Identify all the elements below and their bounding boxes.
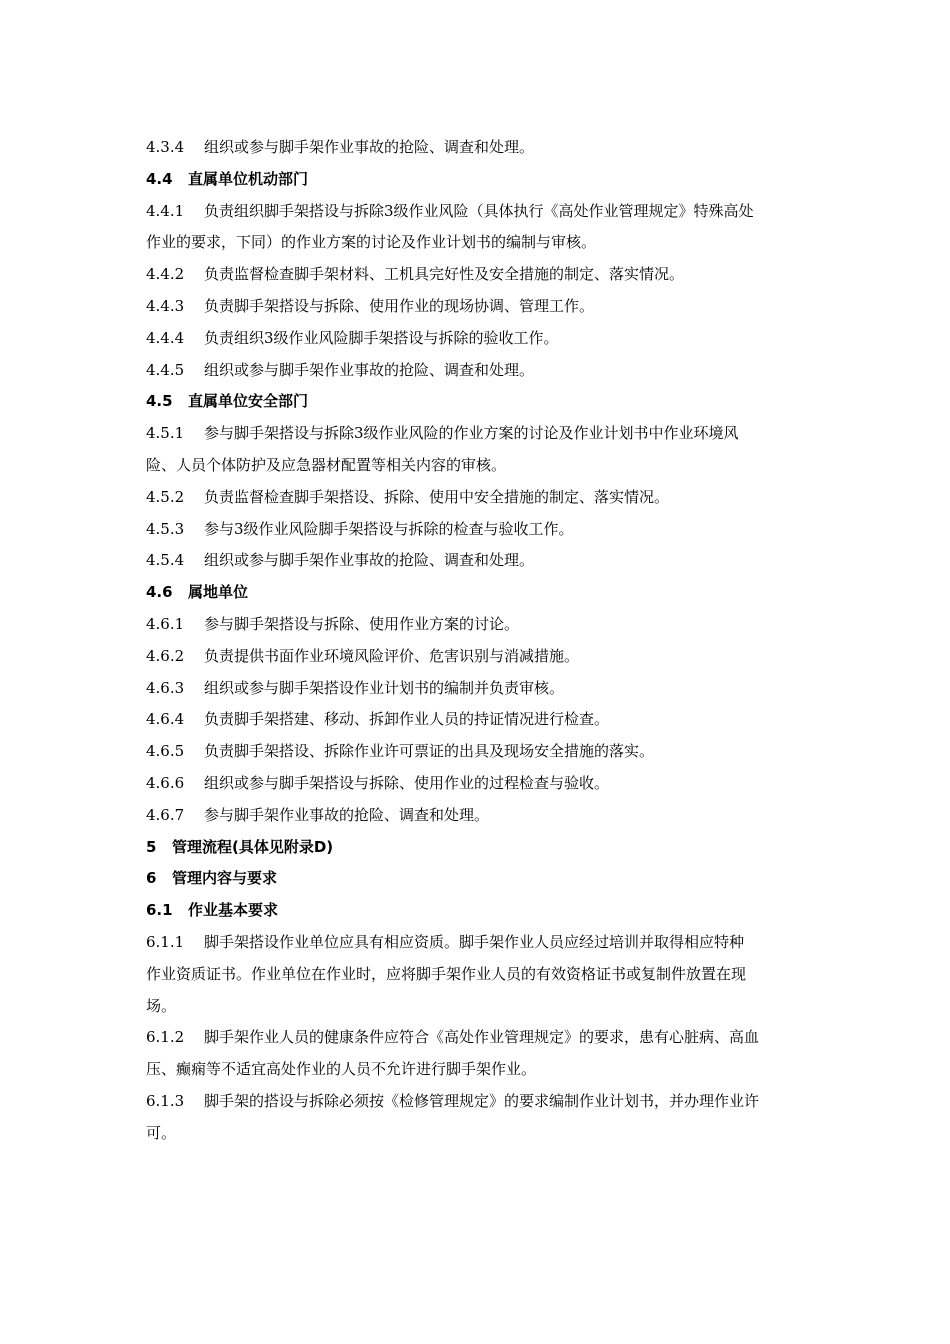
clause-text: 负责脚手架搭设与拆除、使用作业的现场协调、管理工作。 [204, 296, 595, 315]
clause-number: 4.5.3 [146, 519, 185, 538]
clause-text: 负责组织3级作业风险脚手架搭设与拆除的验收工作。 [204, 328, 559, 347]
clause-number: 4.6.6 [146, 773, 185, 792]
clause-line [146, 704, 814, 736]
clause-line [146, 482, 814, 514]
clause-continuation [146, 227, 814, 259]
clause-line [146, 768, 814, 800]
clause-line [146, 641, 814, 673]
clause-text: 组织或参与脚手架作业事故的抢险、调查和处理。 [204, 138, 535, 156]
section-heading [146, 386, 814, 418]
clause-number: 4.3.4 [146, 138, 185, 156]
clause-line [146, 418, 814, 450]
clause-text: 负责脚手架搭设、拆除作业许可票证的出具及现场安全措施的落实。 [204, 742, 655, 761]
clause-number: 4.4.4 [146, 328, 185, 347]
clause-text: 管理流程(具体见附录D) [172, 837, 334, 856]
clause-text: 参与脚手架搭设与拆除3级作业风险的作业方案的讨论及作业计划书中作业环境风 [204, 424, 739, 443]
clause-line [146, 736, 814, 768]
clause-text: 可。 [146, 1123, 177, 1142]
clause-number: 4.6.1 [146, 614, 185, 633]
clause-line [146, 132, 814, 164]
clause-continuation [146, 1054, 814, 1086]
clause-number: 6 [146, 869, 157, 888]
clause-text: 负责监督检查脚手架材料、工机具完好性及安全措施的制定、落实情况。 [204, 265, 685, 284]
section-heading [146, 577, 814, 609]
clause-line [146, 259, 814, 291]
clause-line [146, 196, 814, 228]
clause-number: 4.4 [146, 169, 173, 188]
clause-line [146, 927, 814, 959]
clause-number: 4.5.2 [146, 487, 185, 506]
clause-text: 作业资质证书。作业单位在作业时，应将脚手架作业人员的有效资格证书或复制件放置在现 [146, 964, 747, 983]
clause-text: 脚手架的搭设与拆除必须按《检修管理规定》的要求编制作业计划书，并办理作业许 [204, 1091, 760, 1110]
clause-text: 组织或参与脚手架作业事故的抢险、调查和处理。 [204, 551, 535, 570]
clause-text: 作业基本要求 [188, 901, 279, 920]
clause-continuation [146, 450, 814, 482]
clause-number: 4.6.2 [146, 646, 185, 665]
clause-text: 负责提供书面作业环境风险评价、危害识别与消减措施。 [204, 646, 580, 665]
section-heading [146, 895, 814, 927]
clause-text: 压、癫痫等不适宜高处作业的人员不允许进行脚手架作业。 [146, 1060, 537, 1079]
clause-line [146, 355, 814, 387]
clause-number: 6.1.1 [146, 932, 185, 951]
clause-text: 属地单位 [188, 583, 249, 602]
clause-line [146, 1022, 814, 1054]
clause-continuation [146, 959, 814, 991]
clause-number: 6.1 [146, 901, 173, 920]
clause-text: 险、人员个体防护及应急器材配置等相关内容的审核。 [146, 455, 507, 474]
clause-line [146, 323, 814, 355]
clause-text: 组织或参与脚手架搭设与拆除、使用作业的过程检查与验收。 [204, 773, 610, 792]
section-heading [146, 832, 814, 864]
clause-number: 6.1.2 [146, 1028, 185, 1047]
clause-line [146, 673, 814, 705]
clause-number: 4.4.3 [146, 296, 185, 315]
clause-text: 脚手架搭设作业单位应具有相应资质。脚手架作业人员应经过培训并取得相应特种 [204, 932, 745, 951]
clause-line [146, 1086, 814, 1118]
clause-number: 4.4.5 [146, 360, 185, 379]
clause-number: 4.6.5 [146, 742, 185, 761]
clause-text: 参与3级作业风险脚手架搭设与拆除的检查与验收工作。 [204, 519, 574, 538]
clause-text: 场。 [146, 996, 177, 1015]
clause-continuation [146, 1118, 814, 1150]
section-heading [146, 164, 814, 196]
clause-number: 6.1.3 [146, 1091, 185, 1110]
clause-line [146, 291, 814, 323]
clause-text: 参与脚手架作业事故的抢险、调查和处理。 [204, 805, 490, 824]
clause-number: 5 [146, 837, 157, 856]
clause-text: 负责组织脚手架搭设与拆除3级作业风险（具体执行《高处作业管理规定》特殊高处 [204, 201, 754, 220]
clause-continuation [146, 991, 814, 1023]
clause-number: 4.4.2 [146, 265, 185, 284]
clause-text: 参与脚手架搭设与拆除、使用作业方案的讨论。 [204, 614, 520, 633]
clause-line [146, 609, 814, 641]
clause-number: 4.6 [146, 583, 173, 602]
clause-text: 直属单位机动部门 [188, 169, 309, 188]
clause-line [146, 545, 814, 577]
section-heading [146, 863, 814, 895]
clause-number: 4.4.1 [146, 201, 185, 220]
clause-number: 4.6.4 [146, 710, 185, 729]
clause-number: 4.5.1 [146, 424, 185, 443]
clause-text: 组织或参与脚手架搭设作业计划书的编制并负责审核。 [204, 678, 565, 697]
clause-text: 脚手架作业人员的健康条件应符合《高处作业管理规定》的要求，患有心脏病、高血 [204, 1028, 760, 1047]
clause-text: 负责监督检查脚手架搭设、拆除、使用中安全措施的制定、落实情况。 [204, 487, 670, 506]
clause-text: 直属单位安全部门 [188, 392, 309, 411]
clause-text: 组织或参与脚手架作业事故的抢险、调查和处理。 [204, 360, 535, 379]
clause-number: 4.5 [146, 392, 173, 411]
clause-text: 管理内容与要求 [172, 869, 278, 888]
clause-number: 4.6.3 [146, 678, 185, 697]
clause-line [146, 514, 814, 546]
document-page [146, 132, 814, 1150]
clause-number: 4.6.7 [146, 805, 185, 824]
clause-number: 4.5.4 [146, 551, 185, 570]
clause-text: 作业的要求，下同）的作业方案的讨论及作业计划书的编制与审核。 [146, 233, 597, 252]
clause-text: 负责脚手架搭建、移动、拆卸作业人员的持证情况进行检查。 [204, 710, 610, 729]
clause-line [146, 800, 814, 832]
